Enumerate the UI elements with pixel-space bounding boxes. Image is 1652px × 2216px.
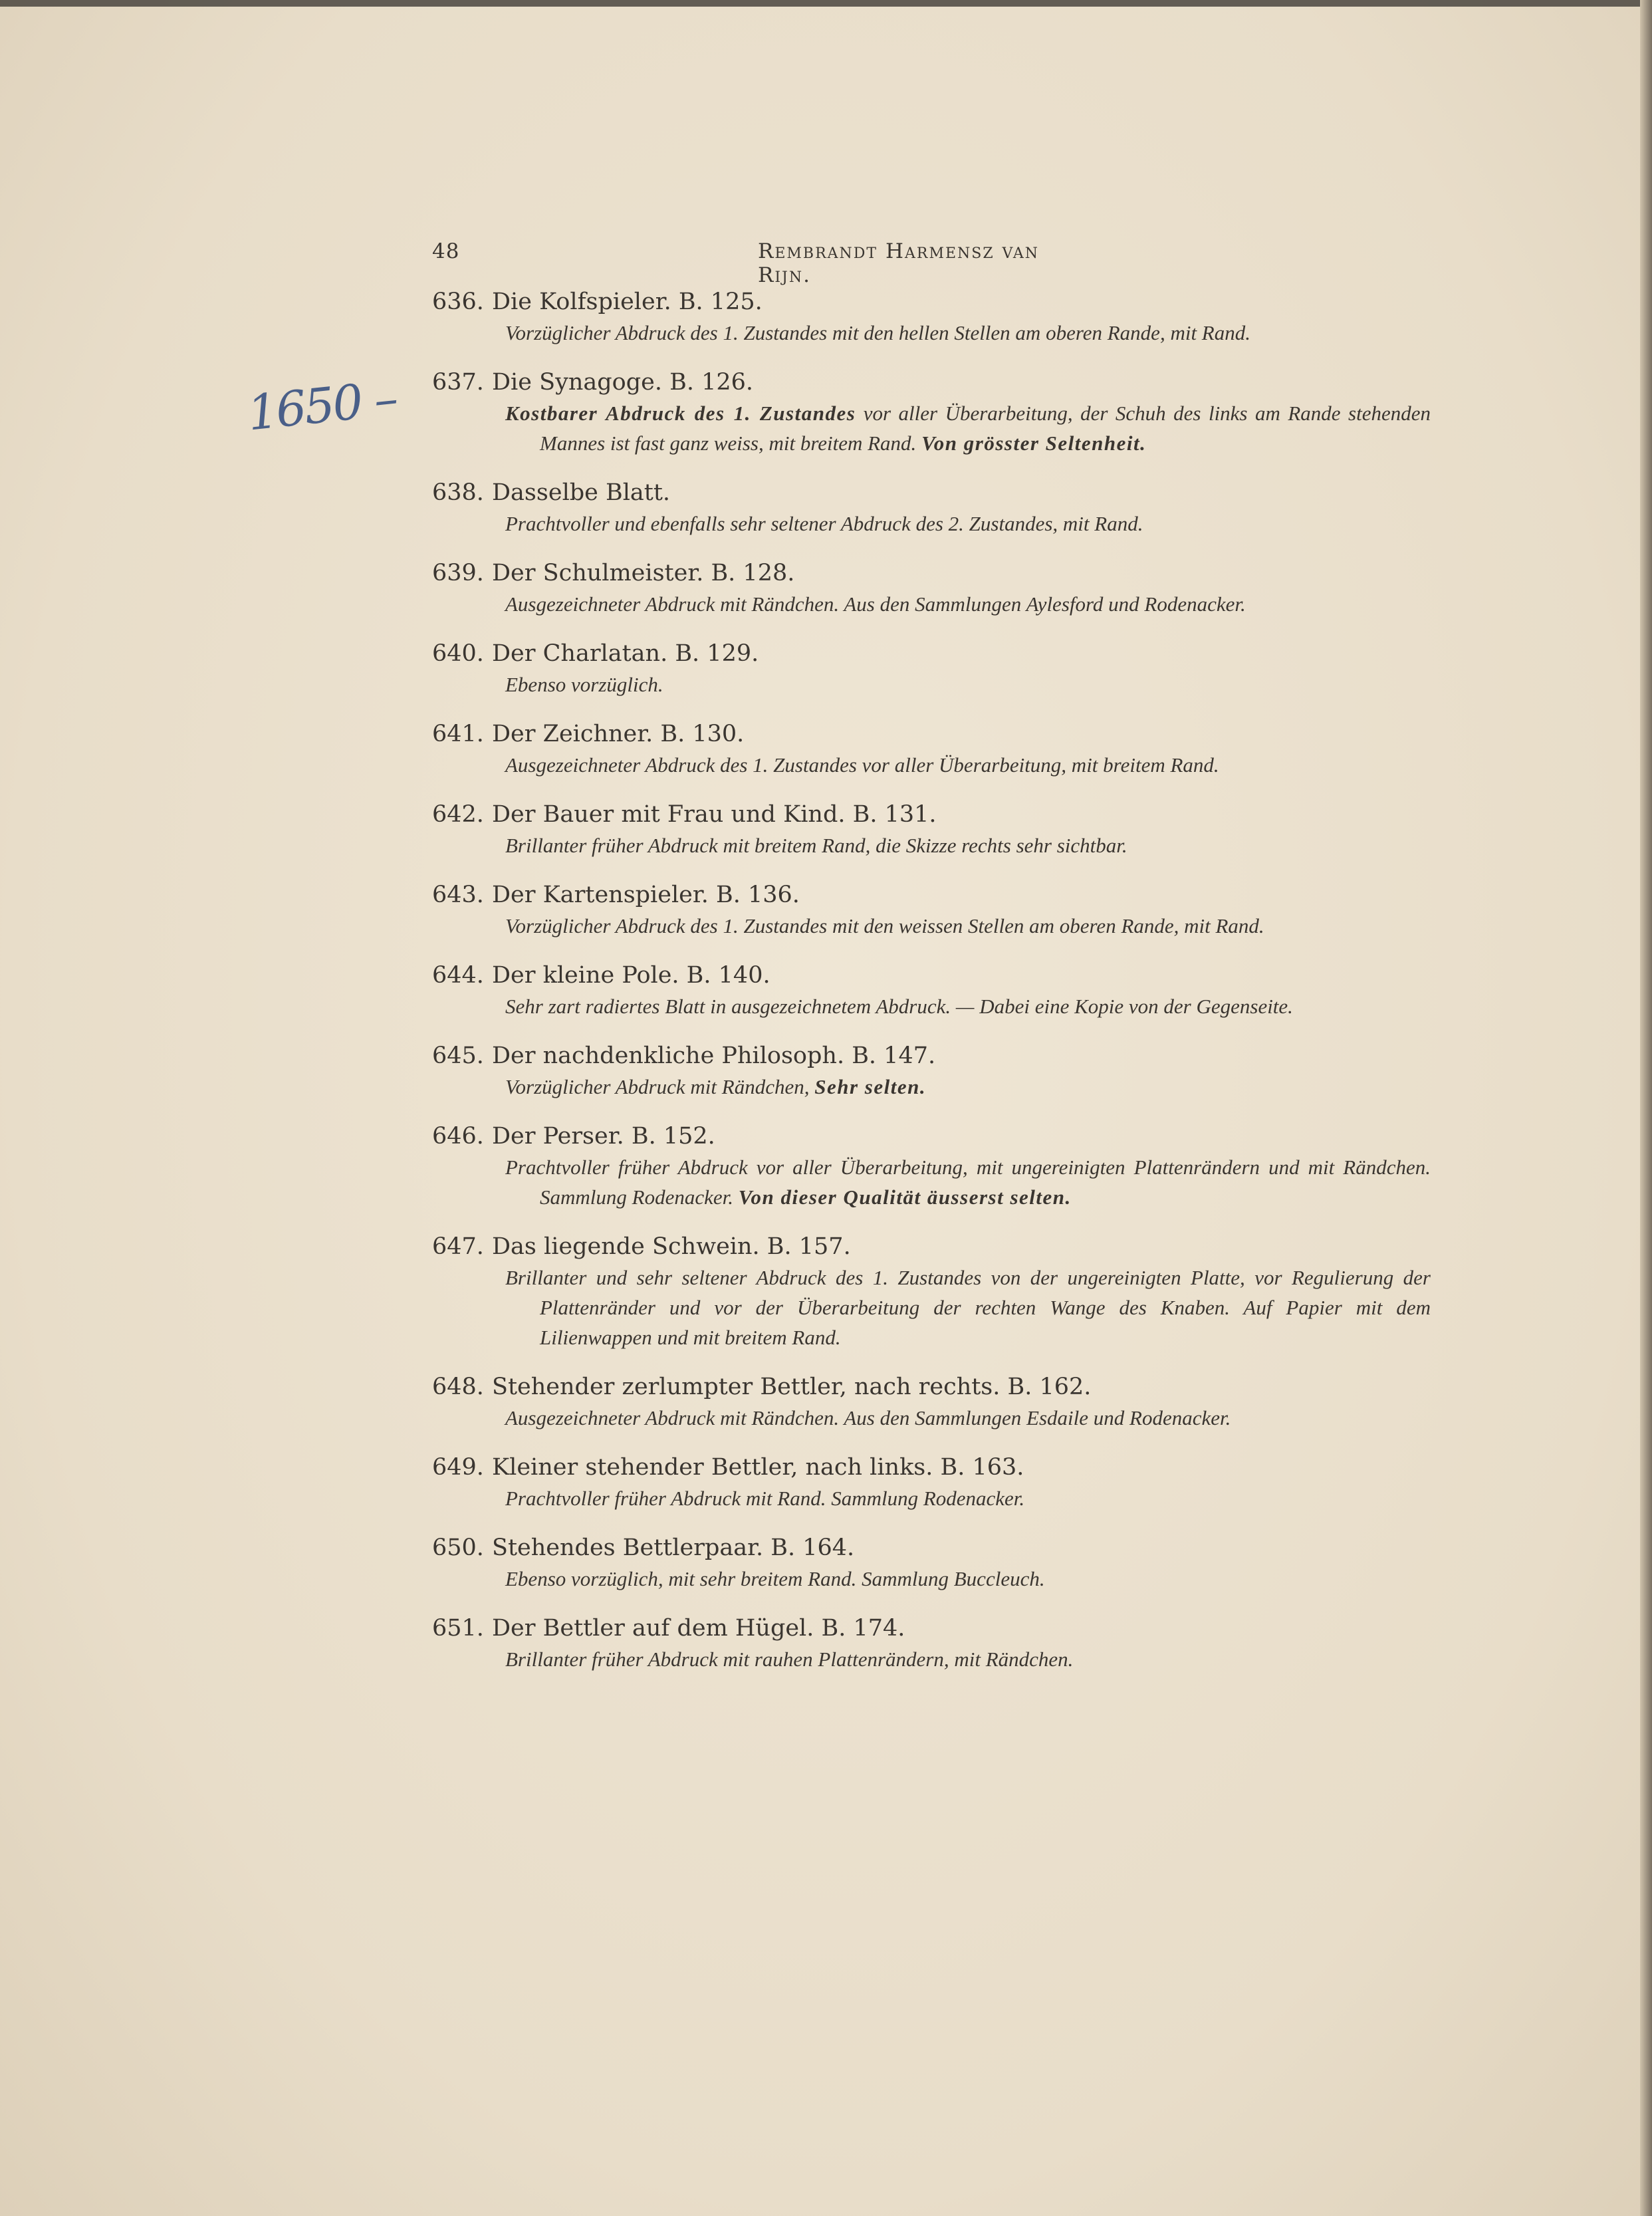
entry-title: Der nachdenkliche Philosoph. B. 147. <box>492 1043 936 1069</box>
description-text: Ebenso vorzüglich, mit sehr breitem Rand. Sammlung Buccleuch. <box>505 1567 1045 1590</box>
entry-number: 642. <box>432 801 484 828</box>
entry-description <box>432 589 1431 619</box>
entry-title: Die Synagoge. B. 126. <box>492 369 753 396</box>
entry-title: Stehendes Bettlerpaar. B. 164. <box>492 1535 855 1561</box>
entry-title: Der Perser. B. 152. <box>492 1123 715 1150</box>
entry-heading <box>432 477 1429 509</box>
catalog-entry <box>432 879 1429 941</box>
entry-number: 643. <box>432 882 484 908</box>
entry-heading <box>432 959 1429 991</box>
entry-number: 648. <box>432 1374 484 1400</box>
description-emphasis: Von grösster Seltenheit. <box>921 431 1147 455</box>
entry-title: Der Charlatan. B. 129. <box>492 640 759 667</box>
description-text: Prachtvoller früher Abdruck vor aller Überarbeitung, mit ungereinigten Plattenrändern und mit Rändchen. Sammlung Rodenacker. <box>505 1156 1431 1209</box>
entry-heading <box>432 799 1429 830</box>
entry-description <box>432 1263 1431 1352</box>
entry-heading <box>432 366 1429 398</box>
entry-description <box>432 1483 1431 1513</box>
description-text: Ausgezeichneter Abdruck mit Rändchen. Aus den Sammlungen Esdaile und Rodenacker. <box>505 1406 1231 1429</box>
entry-title: Der Bauer mit Frau und Kind. B. 131. <box>492 801 937 828</box>
entry-description <box>432 670 1431 699</box>
entry-description <box>432 911 1431 941</box>
catalog-entry <box>432 557 1429 619</box>
catalog-entry <box>432 1120 1429 1212</box>
catalog-entry <box>432 799 1429 860</box>
entry-heading <box>432 286 1429 318</box>
entry-heading <box>432 1040 1429 1072</box>
entry-title: Die Kolfspieler. B. 125. <box>492 289 763 315</box>
entry-number: 640. <box>432 640 484 667</box>
description-text: Prachtvoller früher Abdruck mit Rand. Sammlung Rodenacker. <box>505 1487 1025 1510</box>
catalog-entry <box>432 1371 1429 1433</box>
description-text: Vorzüglicher Abdruck des 1. Zustandes mit den weissen Stellen am oberen Rande, mit Rand. <box>505 914 1264 937</box>
entry-heading <box>432 557 1429 589</box>
entry-heading <box>432 1451 1429 1483</box>
description-text: Sehr zart radiertes Blatt in ausgezeichnetem Abdruck. — Dabei eine Kopie von der Gegenseite. <box>505 995 1293 1018</box>
catalog-entry <box>432 718 1429 780</box>
entry-description <box>432 1564 1431 1594</box>
running-header <box>432 239 1097 287</box>
entry-number: 645. <box>432 1043 484 1069</box>
entry-title: Der Schulmeister. B. 128. <box>492 560 795 586</box>
catalog-entry <box>432 286 1429 348</box>
catalog-entry <box>432 1612 1429 1674</box>
description-text: Vorzüglicher Abdruck des 1. Zustandes mit den hellen Stellen am oberen Rande, mit Rand. <box>505 321 1250 344</box>
catalog-entries <box>432 286 1429 1693</box>
entry-description <box>432 991 1431 1021</box>
running-title: Rembrandt Harmensz van Rijn. <box>758 239 1040 287</box>
entry-heading <box>432 1231 1429 1263</box>
entry-heading <box>432 1371 1429 1403</box>
entry-title: Der kleine Pole. B. 140. <box>492 962 770 989</box>
entry-number: 639. <box>432 560 484 586</box>
catalog-entry <box>432 959 1429 1021</box>
entry-title: Das liegende Schwein. B. 157. <box>492 1233 851 1260</box>
entry-number: 641. <box>432 721 484 747</box>
entry-description <box>432 1403 1431 1433</box>
description-text: Ebenso vorzüglich. <box>505 673 663 696</box>
entry-description <box>432 398 1431 458</box>
description-text: Ausgezeichneter Abdruck mit Rändchen. Aus den Sammlungen Aylesford und Rodenacker. <box>505 592 1246 616</box>
entry-heading <box>432 718 1429 750</box>
entry-number: 638. <box>432 479 484 506</box>
catalog-entry <box>432 477 1429 539</box>
top-edge-shadow <box>0 0 1652 7</box>
description-text: vor aller Überarbeitung, der Schuh des links am Rande stehenden Mannes ist fast ganz weiss, mit breitem Rand. <box>540 402 1431 455</box>
entry-number: 650. <box>432 1535 484 1561</box>
entry-number: 636. <box>432 289 484 315</box>
entry-description <box>432 1644 1431 1674</box>
entry-title: Der Kartenspieler. B. 136. <box>492 882 800 908</box>
description-emphasis: Von dieser Qualität äusserst selten. <box>738 1185 1072 1209</box>
entry-description <box>432 1152 1431 1212</box>
handwritten-price-note: 1650 – <box>245 370 399 441</box>
entry-number: 647. <box>432 1233 484 1260</box>
entry-heading <box>432 1120 1429 1152</box>
entry-number: 651. <box>432 1615 484 1642</box>
right-edge-shadow <box>1640 0 1652 2216</box>
catalog-entry <box>432 366 1429 458</box>
entry-description <box>432 1072 1431 1102</box>
description-text: Brillanter früher Abdruck mit rauhen Plattenrändern, mit Rändchen. <box>505 1648 1074 1671</box>
entry-description <box>432 509 1431 539</box>
entry-heading <box>432 1532 1429 1564</box>
description-text: Brillanter früher Abdruck mit breitem Rand, die Skizze rechts sehr sichtbar. <box>505 834 1127 857</box>
catalog-entry <box>432 1231 1429 1352</box>
entry-title: Der Zeichner. B. 130. <box>492 721 745 747</box>
entry-heading <box>432 638 1429 670</box>
entry-number: 637. <box>432 369 484 396</box>
catalog-entry <box>432 1040 1429 1102</box>
entry-title: Dasselbe Blatt. <box>492 479 671 506</box>
entry-number: 649. <box>432 1454 484 1481</box>
description-text: Vorzüglicher Abdruck mit Rändchen, <box>505 1075 815 1098</box>
entry-title: Kleiner stehender Bettler, nach links. B. 163. <box>492 1454 1024 1481</box>
entry-heading <box>432 879 1429 911</box>
entry-number: 644. <box>432 962 484 989</box>
entry-number: 646. <box>432 1123 484 1150</box>
entry-title: Der Bettler auf dem Hügel. B. 174. <box>492 1615 905 1642</box>
catalog-entry <box>432 1532 1429 1594</box>
entry-description <box>432 318 1431 348</box>
page-number: 48 <box>432 239 460 263</box>
catalog-entry <box>432 638 1429 699</box>
description-text: Brillanter und sehr seltener Abdruck des 1. Zustandes von der ungereinigten Platte, vor Regulierung der Plattenränder und vor der Überarbeitung der rechten Wange des Knaben. Auf Papier mit dem Lilienwappen und mit breitem Rand. <box>505 1266 1431 1349</box>
entry-heading <box>432 1612 1429 1644</box>
description-emphasis: Sehr selten. <box>814 1075 927 1098</box>
description-emphasis: Kostbarer Abdruck des 1. Zustandes <box>505 402 856 425</box>
entry-description <box>432 830 1431 860</box>
catalog-entry <box>432 1451 1429 1513</box>
description-text: Ausgezeichneter Abdruck des 1. Zustandes vor aller Überarbeitung, mit breitem Rand. <box>505 753 1219 777</box>
description-text: Prachtvoller und ebenfalls sehr seltener Abdruck des 2. Zustandes, mit Rand. <box>505 512 1143 535</box>
entry-title: Stehender zerlumpter Bettler, nach rechts. B. 162. <box>492 1374 1092 1400</box>
entry-description <box>432 750 1431 780</box>
